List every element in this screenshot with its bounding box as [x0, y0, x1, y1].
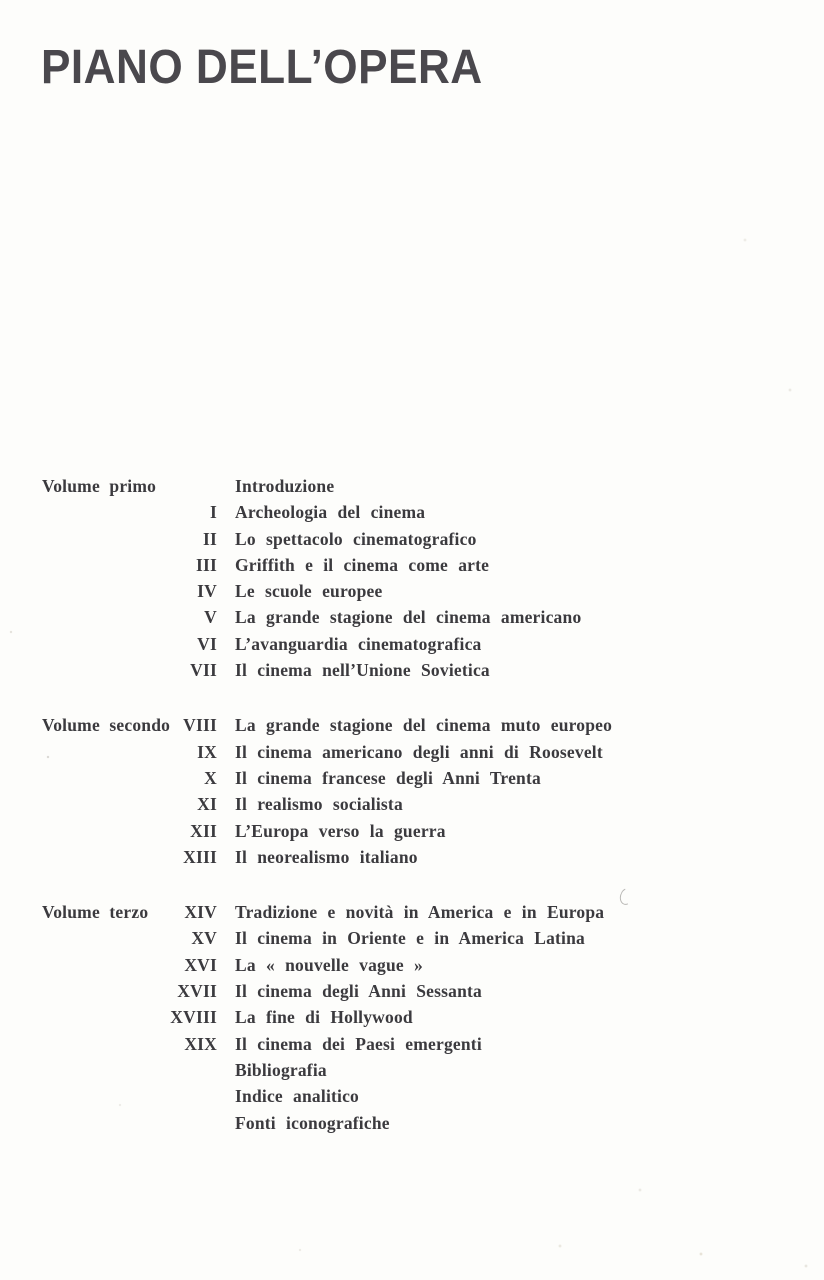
- chapter-numeral: X: [204, 767, 217, 788]
- toc-row: [42, 1110, 782, 1136]
- chapter-numeral: VIII: [183, 715, 217, 736]
- toc-row: [42, 844, 782, 870]
- chapter-title: Le scuole europee: [235, 581, 383, 602]
- chapter-title: Bibliografia: [235, 1059, 327, 1080]
- chapter-numeral: III: [195, 554, 217, 575]
- chapter-title: Griffith e il cinema come arte: [235, 554, 490, 575]
- toc-row: [42, 818, 782, 844]
- toc-row: [42, 473, 782, 499]
- toc-row: [42, 739, 782, 765]
- toc: [42, 473, 782, 1136]
- toc-row: [42, 1004, 782, 1030]
- chapter-numeral: IX: [197, 741, 217, 762]
- toc-row: [42, 1057, 782, 1083]
- toc-row: [42, 657, 782, 683]
- chapter-title: Fonti iconografiche: [235, 1112, 390, 1133]
- chapter-numeral: XVI: [184, 954, 217, 975]
- chapter-title: Indice analitico: [235, 1086, 360, 1107]
- toc-row: [42, 499, 782, 525]
- chapter-title: Il realismo socialista: [235, 794, 403, 815]
- toc-row: [42, 925, 782, 951]
- chapter-title: Il cinema nell’Unione Sovietica: [235, 660, 490, 681]
- chapter-numeral: VI: [197, 633, 217, 654]
- chapter-numeral: XVIII: [170, 1007, 217, 1028]
- chapter-numeral: XVII: [177, 981, 217, 1002]
- chapter-numeral: II: [202, 528, 217, 549]
- toc-row: [42, 604, 782, 630]
- chapter-title: La « nouvelle vague »: [235, 954, 423, 975]
- chapter-title: Archeologia del cinema: [235, 502, 426, 523]
- chapter-title: Lo spettacolo cinematografico: [235, 528, 477, 549]
- toc-row: [42, 791, 782, 817]
- chapter-numeral: I: [209, 502, 217, 523]
- chapter-title: La grande stagione del cinema muto europeo: [235, 715, 613, 736]
- chapter-title: Il cinema francese degli Anni Trenta: [235, 767, 541, 788]
- chapter-title: Il neorealismo italiano: [235, 846, 418, 867]
- toc-row: [42, 712, 782, 738]
- chapter-numeral: XV: [191, 928, 217, 949]
- chapter-title: L’avanguardia cinematografica: [235, 633, 482, 654]
- toc-section: [42, 712, 782, 870]
- chapter-numeral: XIX: [184, 1033, 217, 1054]
- toc-row: [42, 1083, 782, 1109]
- toc-row: [42, 552, 782, 578]
- volume-label: Volume secondo: [42, 715, 171, 736]
- volume-label: Volume terzo: [42, 902, 149, 923]
- chapter-title: Introduzione: [235, 476, 335, 496]
- chapter-title: Il cinema dei Paesi emergenti: [235, 1033, 482, 1054]
- chapter-numeral: VII: [190, 660, 217, 681]
- page-title: PIANO DELL’OPERA: [41, 41, 483, 94]
- toc-row: [42, 899, 782, 925]
- chapter-numeral: XII: [190, 820, 217, 841]
- toc-section: [42, 899, 782, 1136]
- chapter-title: Il cinema americano degli anni di Roosevelt: [235, 741, 603, 762]
- chapter-title: Il cinema degli Anni Sessanta: [235, 981, 482, 1002]
- toc-section: [42, 473, 782, 683]
- toc-row: [42, 631, 782, 657]
- chapter-numeral: XIII: [183, 846, 217, 867]
- toc-row: [42, 952, 782, 978]
- toc-row: [42, 765, 782, 791]
- chapter-numeral: XIV: [184, 902, 217, 923]
- chapter-title: La fine di Hollywood: [235, 1007, 413, 1028]
- chapter-numeral: V: [204, 607, 217, 628]
- chapter-title: Il cinema in Oriente e in America Latina: [235, 928, 586, 949]
- toc-row: [42, 578, 782, 604]
- chapter-numeral: XI: [197, 794, 217, 815]
- chapter-numeral: IV: [197, 581, 217, 602]
- volume-label: Volume primo: [42, 476, 157, 496]
- chapter-title: La grande stagione del cinema americano: [235, 607, 582, 628]
- chapter-title: Tradizione e novità in America e in Europa: [235, 902, 605, 923]
- toc-row: [42, 1031, 782, 1057]
- toc-row: [42, 978, 782, 1004]
- toc-row: [42, 526, 782, 552]
- chapter-title: L’Europa verso la guerra: [235, 820, 446, 841]
